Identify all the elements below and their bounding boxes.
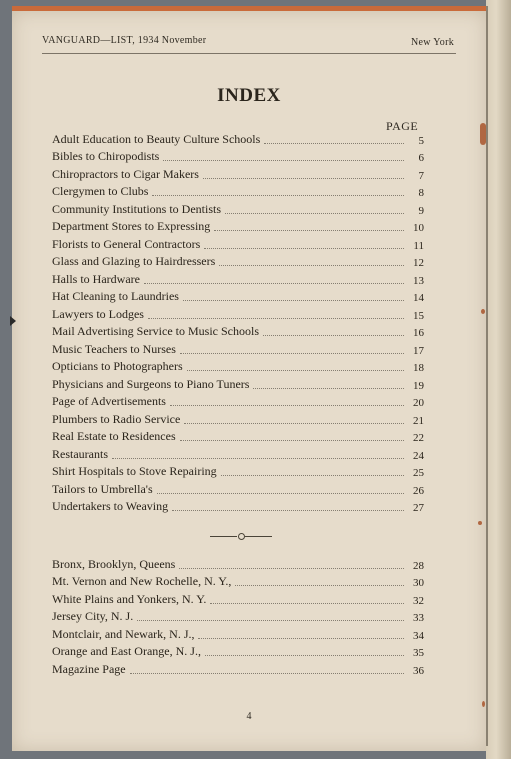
index-entry (52, 304, 424, 322)
index-entry (52, 252, 424, 270)
entry-page: 30 (413, 577, 424, 589)
leader-dots (172, 509, 404, 511)
entry-label: Opticians to Photographers (52, 359, 183, 373)
page-column-label: PAGE (386, 119, 419, 133)
index-entry (52, 409, 424, 427)
entry-label: Lawyers to Lodges (52, 306, 144, 321)
entry-page: 7 (418, 169, 424, 182)
leader-dots (112, 457, 404, 459)
entry-page: 27 (413, 502, 424, 514)
index-entry (52, 287, 424, 305)
entry-page: 35 (413, 647, 424, 659)
entry-label: Bibles to Chiropodists (52, 149, 160, 163)
entry-page: 8 (418, 187, 424, 199)
entry-label: Montclair, and Newark, N. J., (52, 626, 195, 641)
leader-dots (183, 299, 404, 301)
entry-page: 19 (413, 379, 424, 392)
leader-dots (180, 439, 404, 441)
header-city: New York (411, 37, 454, 48)
entry-label: Music Teachers to Nurses (52, 341, 176, 356)
entry-label: Plumbers to Radio Service (52, 411, 181, 426)
index-page (12, 6, 486, 751)
leader-dots (144, 282, 404, 284)
section-divider (210, 532, 272, 540)
entry-label: Glass and Glazing to Hairdressers (52, 254, 216, 268)
regional-entry (52, 607, 424, 625)
entry-label: Physicians and Surgeons to Piano Tuners (52, 376, 250, 391)
entry-page: 22 (413, 432, 424, 444)
entry-label: Halls to Hardware (52, 271, 140, 286)
entry-label: White Plains and Yonkers, N. Y. (52, 591, 207, 606)
leader-dots (157, 492, 404, 494)
page-title: INDEX (217, 85, 281, 106)
index-entry (52, 462, 424, 480)
leader-dots (214, 229, 404, 231)
entry-page: 20 (413, 397, 424, 409)
regional-index-list (52, 554, 424, 677)
binding-notch (10, 316, 16, 326)
entry-label: Restaurants (52, 446, 108, 461)
header-rule (42, 53, 456, 54)
index-entry (52, 217, 424, 235)
leader-dots (163, 159, 404, 161)
leader-dots (187, 369, 404, 371)
leader-dots (179, 567, 404, 569)
leader-dots (204, 247, 404, 249)
entry-label: Shirt Hospitals to Stove Repairing (52, 464, 217, 478)
entry-page: 16 (413, 327, 424, 339)
leader-dots (205, 654, 404, 656)
entry-label: Chiropractors to Cigar Makers (52, 166, 199, 181)
rust-stain (478, 521, 482, 525)
leader-dots (203, 177, 404, 179)
entry-page: 12 (413, 257, 424, 269)
leader-dots (210, 602, 404, 604)
entry-label: Page of Advertisements (52, 394, 166, 408)
entry-page: 13 (413, 274, 424, 287)
leader-dots (180, 352, 404, 354)
leader-dots (219, 264, 404, 266)
leader-dots (264, 142, 404, 144)
leader-dots (130, 672, 404, 674)
index-entry (52, 427, 424, 445)
entry-label: Tailors to Umbrella's (52, 481, 153, 496)
index-entry (52, 164, 424, 182)
entry-page: 17 (413, 344, 424, 357)
entry-page: 21 (413, 414, 424, 427)
entry-label: Department Stores to Expressing (52, 219, 211, 233)
entry-page: 14 (413, 292, 424, 304)
leader-dots (170, 404, 404, 406)
index-entry (52, 479, 424, 497)
leader-dots (225, 212, 404, 214)
index-entry (52, 269, 424, 287)
regional-entry (52, 572, 424, 590)
entry-page: 10 (413, 222, 424, 234)
entry-label: Adult Education to Beauty Culture Schools (52, 131, 261, 146)
entry-page: 11 (413, 239, 424, 252)
entry-page: 26 (413, 484, 424, 497)
entry-page: 6 (418, 152, 424, 164)
leader-dots (184, 422, 404, 424)
entry-page: 5 (418, 134, 424, 147)
leader-dots (152, 194, 404, 196)
leader-dots (253, 387, 404, 389)
entry-label: Mt. Vernon and New Rochelle, N. Y., (52, 574, 232, 588)
regional-entry (52, 624, 424, 642)
entry-page: 32 (413, 594, 424, 607)
entry-page: 25 (413, 467, 424, 479)
entry-label: Florists to General Contractors (52, 236, 201, 251)
index-list (52, 129, 424, 514)
leader-dots (235, 584, 404, 586)
rust-stain (481, 309, 485, 314)
entry-label: Magazine Page (52, 661, 126, 676)
entry-page: 18 (413, 362, 424, 374)
index-entry (52, 129, 424, 147)
page-number: 4 (246, 711, 252, 722)
index-entry (52, 392, 424, 410)
entry-label: Community Institutions to Dentists (52, 201, 222, 216)
entry-label: Jersey City, N. J. (52, 609, 134, 623)
index-entry (52, 147, 424, 165)
leader-dots (198, 637, 404, 639)
regional-entry (52, 554, 424, 572)
entry-label: Clergymen to Clubs (52, 184, 149, 198)
entry-page: 28 (413, 559, 424, 572)
entry-label: Undertakers to Weaving (52, 499, 169, 513)
index-entry (52, 322, 424, 340)
entry-page: 34 (413, 629, 424, 642)
index-entry (52, 357, 424, 375)
leader-dots (221, 474, 404, 476)
regional-entry (52, 589, 424, 607)
entry-label: Real Estate to Residences (52, 429, 176, 443)
index-entry (52, 339, 424, 357)
index-entry (52, 444, 424, 462)
entry-label: Hat Cleaning to Laundries (52, 289, 179, 303)
entry-label: Orange and East Orange, N. J., (52, 644, 201, 658)
next-page-edge (486, 0, 511, 759)
index-entry (52, 182, 424, 200)
entry-page: 33 (413, 612, 424, 624)
index-entry (52, 374, 424, 392)
rust-stain (482, 701, 485, 707)
regional-entry (52, 642, 424, 660)
entry-label: Mail Advertising Service to Music Schools (52, 324, 259, 338)
leader-dots (148, 317, 404, 319)
entry-page: 15 (413, 309, 424, 322)
regional-entry (52, 659, 424, 677)
index-entry (52, 234, 424, 252)
leader-dots (263, 334, 404, 336)
index-entry (52, 199, 424, 217)
entry-label: Bronx, Brooklyn, Queens (52, 556, 176, 571)
entry-page: 36 (413, 664, 424, 677)
entry-page: 24 (413, 449, 424, 462)
entry-page: 9 (418, 204, 424, 217)
header-publication: VANGUARD—LIST, 1934 November (42, 35, 207, 46)
leader-dots (137, 619, 404, 621)
rust-stain (480, 123, 486, 145)
index-entry (52, 497, 424, 515)
